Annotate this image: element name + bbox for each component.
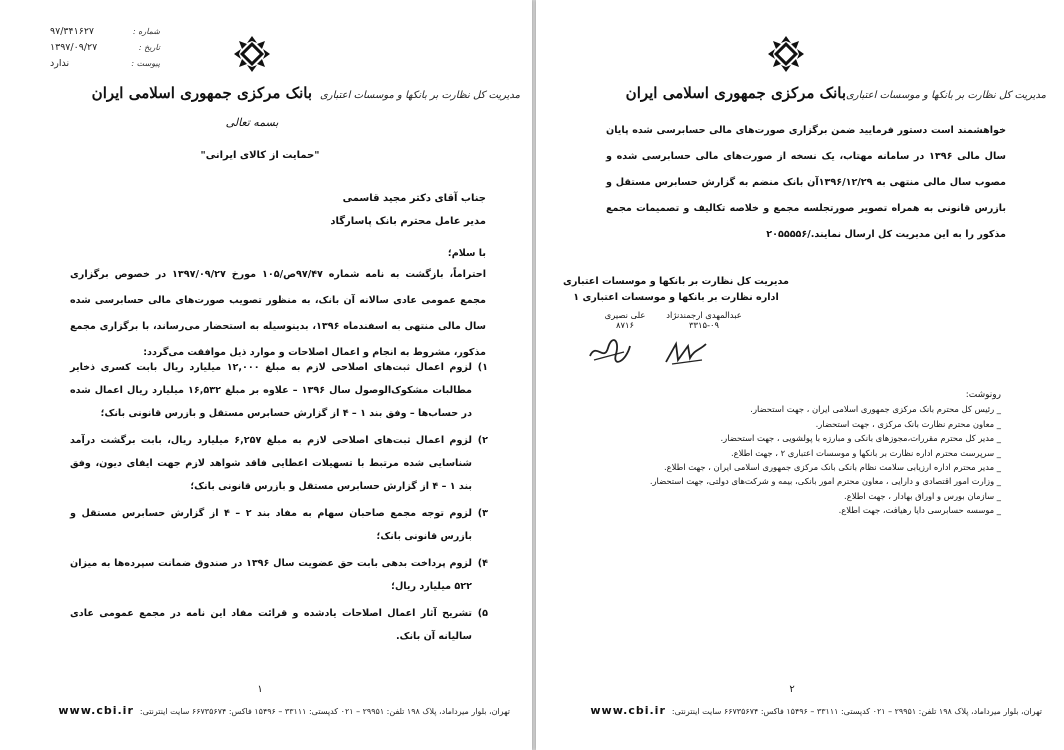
item-text: لزوم توجه مجمع صاحبان سهام به مفاد بند ۲ – ۴ از گزارش حسابرس مستقل و بازرس قانونی بانک؛	[70, 508, 473, 542]
intro-paragraph: احتراماً، بازگشت به نامه شماره ۹۷/۴۷ص/۱۰۵ مورخ ۱۳۹۷/۰۹/۲۷ در خصوص برگزاری مجمع عمومی عادی سالانه آن بانک، به منظور تصویب صورت‌های مالی حسابرسی شده سال مالی منتهی به اسفندماه ۱۳۹۶، بدینوسیله به استحضار می‌رساند، با برگزاری مجمع مذکور، مشروط به انجام و اعمال اصلاحات و موارد ذیل موافقت می‌گردد:	[70, 269, 487, 358]
number-label: شماره :	[132, 27, 160, 36]
item-number: ۱)	[477, 362, 488, 373]
letter-date: ۱۳۹۷/۰۹/۲۷	[50, 42, 98, 53]
cc-title: رونوشت:	[965, 390, 1001, 400]
footer-url[interactable]: www.cbi.ir	[590, 704, 666, 717]
footer	[590, 704, 1042, 717]
cbi-logo-icon	[766, 34, 806, 78]
cc-line: _ سرپرست محترم اداره نظارت بر بانکها و موسسات اعتباری ۲ ، جهت اطلاع.	[731, 447, 1001, 458]
cc-line: _ رئیس کل محترم بانک مرکزی جمهوری اسلامی ایران ، جهت استحضار.	[750, 404, 1001, 415]
footer-url[interactable]: www.cbi.ir	[58, 704, 134, 717]
attachment-label: پیوست :	[131, 59, 160, 68]
signature-2-image	[586, 336, 632, 370]
attachment-value: ندارد	[50, 58, 70, 69]
date-label: تاریخ :	[138, 43, 160, 52]
sign-office: اداره نظارت بر بانکها و موسسات اعتباری ۱	[573, 292, 779, 303]
letter-page-2	[536, 0, 1064, 750]
basmala: بسمه تعالی	[225, 116, 279, 129]
conditions-list	[70, 356, 488, 648]
list-item	[70, 552, 488, 598]
page-number: ۱	[257, 684, 263, 695]
signer-1-name: عبدالمهدی ارجمندنژاد	[666, 310, 742, 320]
cc-list	[596, 388, 1001, 518]
cc-line: _ سازمان بورس و اوراق بهادار ، جهت اطلاع.	[844, 490, 1001, 501]
item-number: ۳)	[477, 508, 488, 519]
footer	[58, 704, 510, 717]
cc-line: _ مدیر کل محترم مقررات،مجوزهای بانکی و مبارزه با پولشویی ، جهت استحضار.	[720, 433, 1001, 444]
cc-line: _ وزارت امور اقتصادی و دارایی ، معاون محترم امور بانکی، بیمه و شرکت‌های دولتی، جهت استحضار.	[649, 476, 1001, 487]
cc-line: _ معاون محترم نظارت بانک مرکزی ، جهت استحضار.	[815, 418, 1001, 429]
signer-2-code: ۸۷۱۶	[616, 320, 634, 330]
signature-1-image	[662, 338, 710, 372]
signer-2-name: علی نصیری	[604, 310, 646, 320]
list-item	[70, 429, 488, 498]
item-text: لزوم پرداخت بدهی بابت حق عضویت سال ۱۳۹۶ در صندوق ضمانت سپرده‌ها به میزان ۵۲۲ میلیارد ریال؛	[70, 558, 473, 592]
signer-1-code: ۳۳۱۵-۰۹	[688, 320, 719, 330]
cc-line: _ موسسه حسابرسی دایا رهیافت، جهت اطلاع.	[838, 505, 1001, 516]
cc-line: _ مدیر محترم اداره ارزیابی سلامت نظام بانکی بانک مرکزی جمهوری اسلامی ایران ، جهت اطلاع.	[663, 462, 1001, 473]
list-item	[70, 602, 488, 648]
item-text: تشریح آثار اعمال اصلاحات یادشده و قرائت مفاد این نامه در مجمع عمومی عادی سالیانه آن بانک.	[70, 608, 472, 642]
signer-1	[656, 310, 752, 330]
recipient-name: جناب آقای دکتر مجید قاسمی	[342, 193, 486, 204]
reference-block	[50, 26, 160, 74]
letter-number: ۹۷/۳۴۱۶۲۷	[50, 26, 95, 37]
greeting: با سلام؛	[447, 248, 486, 259]
recipient-title: مدیر عامل محترم بانک پاسارگاد	[330, 216, 486, 227]
slogan: "حمایت از کالای ایرانی"	[200, 150, 320, 161]
list-item	[70, 502, 488, 548]
list-item	[70, 356, 488, 425]
department-header: مدیریت کل نظارت بر بانکها و موسسات اعتباری	[845, 90, 1046, 101]
item-number: ۲)	[477, 435, 488, 446]
footer-address: تهران، بلوار میرداماد، پلاک ۱۹۸ تلفن: ۲۹۹۵۱ – ۰۲۱ کدپستی: ۳۳۱۱۱ – ۱۵۴۹۶ فاکس: ۶۶۷۳۵۶۷۴ سایت اینترنتی:	[139, 707, 510, 716]
body-paragraph: خواهشمند است دستور فرمایید ضمن برگزاری صورت‌های مالی حسابرسی شده پایان سال مالی ۱۳۹۶ در سامانه مهتاب، یک نسخه از صورت‌های مالی حسابرسی شده و مصوب سال مالی منتهی به ۱۳۹۶/۱۲/۲۹آن بانک منضم به گزارش حسابرس مستقل و بازرس قانونی به همراه تصویر صورتجلسه مجمع و خلاصه تکالیف و تصمیمات مجمع مذکور را به این مدیریت کل ارسال نمایند./۲۰۵۵۵۵۶	[606, 125, 1006, 240]
bank-name: بانک مرکزی جمهوری اسلامی ایران	[625, 84, 846, 102]
item-number: ۴)	[477, 558, 488, 569]
department-header: مدیریت کل نظارت بر بانکها و موسسات اعتباری	[319, 90, 520, 101]
page-number: ۲	[789, 684, 795, 695]
bank-name: بانک مرکزی جمهوری اسلامی ایران	[91, 84, 312, 102]
footer-address: تهران، بلوار میرداماد، پلاک ۱۹۸ تلفن: ۲۹۹۵۱ – ۰۲۱ کدپستی: ۳۳۱۱۱ – ۱۵۴۹۶ فاکس: ۶۶۷۳۵۶۷۴ سایت اینترنتی:	[671, 707, 1042, 716]
sign-department: مدیریت کل نظارت بر بانکها و موسسات اعتباری	[563, 276, 789, 287]
signature-block	[556, 274, 796, 306]
item-text: لزوم اعمال ثبت‌های اصلاحی لازم به مبلغ ۶,۲۵۷ میلیارد ریال، بابت برگشت درآمد شناسایی شده مرتبط با تسهیلات اعطایی فاقد شواهد لازم جهت ایفای دیون، وفق بند ۱ – ۴ از گزارش حسابرس مستقل و بازرس قانونی بانک؛	[70, 435, 472, 492]
item-text: لزوم اعمال ثبت‌های اصلاحی لازم به مبلغ ۱۲,۰۰۰ میلیارد ریال بابت کسری ذخایر مطالبات مشکوک‌الوصول سال ۱۳۹۶ – علاوه بر مبلغ ۱۶,۵۳۲ میلیارد ریال اعمال شده در حساب‌ها – وفق بند ۱ – ۴ از گزارش حسابرس مستقل و بازرس قانونی بانک؛	[70, 362, 473, 419]
cbi-logo-icon	[232, 34, 272, 78]
item-number: ۵)	[477, 608, 488, 619]
